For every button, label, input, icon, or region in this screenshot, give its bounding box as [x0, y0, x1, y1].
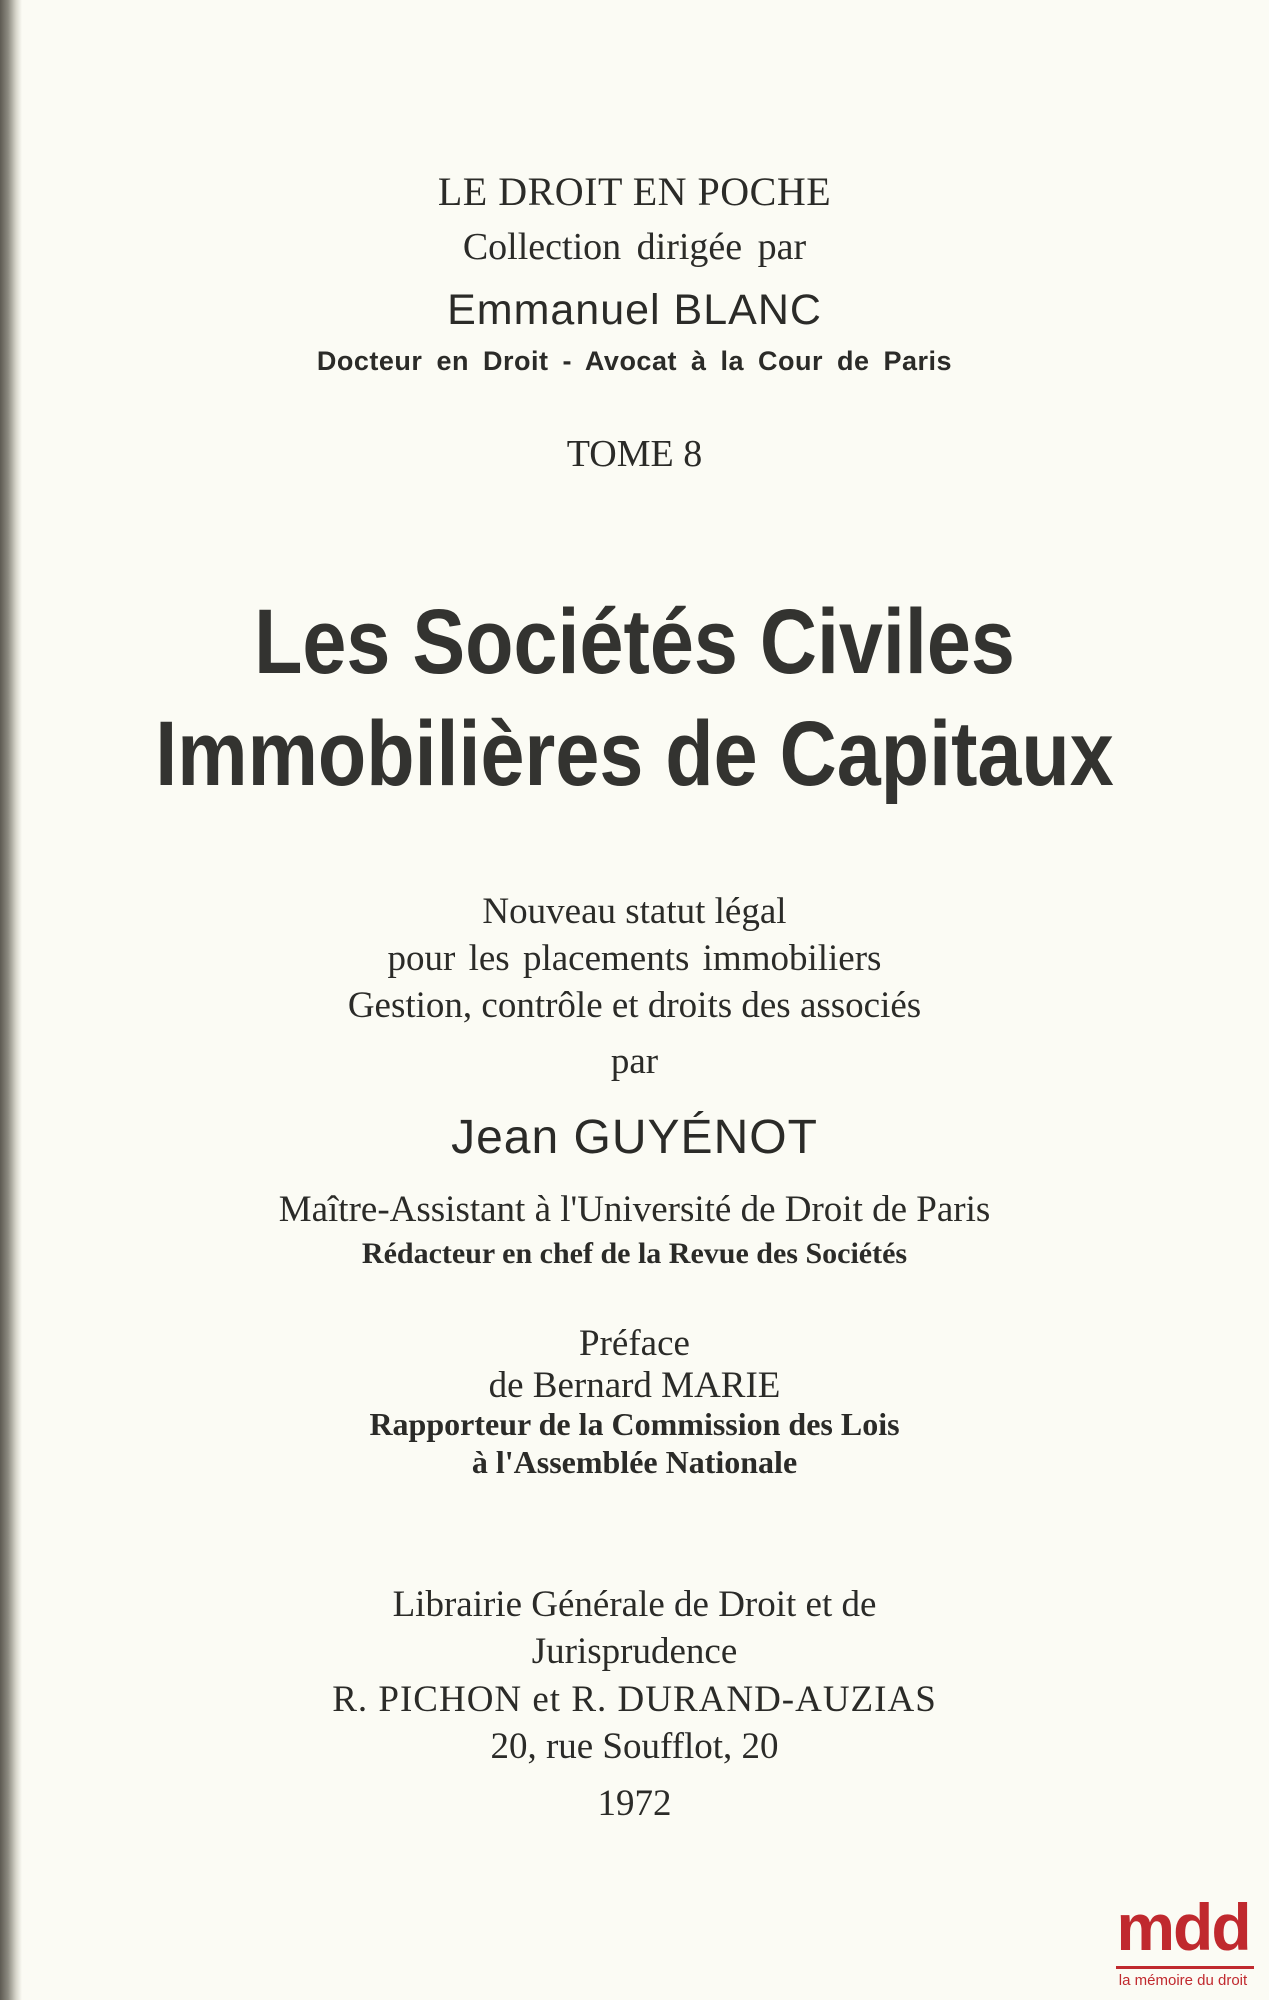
by-line: par — [610, 1041, 659, 1082]
logo-tagline: la mémoire du droit — [1118, 1972, 1248, 1989]
collection-line: Collection dirigée par — [462, 226, 807, 268]
subtitle-line-2: pour les placements immobiliers — [387, 938, 882, 979]
mdd-logo-mark: mdd — [1116, 1890, 1250, 1964]
author-title-1: Maître-Assistant à l'Université de Droit de Paris — [278, 1189, 991, 1230]
publication-year: 1972 — [597, 1783, 672, 1824]
editor-title: Docteur en Droit - Avocat à la Cour de Paris — [316, 346, 953, 376]
author-title-2: Rédacteur en chef de la Revue des Sociétés — [361, 1237, 908, 1270]
preface-author-title-1: Rapporteur de la Commission des Lois — [369, 1406, 900, 1442]
author-name: Jean GUYÉNOT — [451, 1111, 818, 1164]
mdd-watermark-logo — [1108, 1890, 1258, 1994]
publisher-address: 20, rue Soufflot, 20 — [490, 1726, 779, 1767]
publisher-line-1: Librairie Générale de Droit et de — [392, 1584, 877, 1625]
series-name: LE DROIT EN POCHE — [437, 169, 832, 214]
book-title-line-2: Immobilières de Capitaux — [155, 703, 1114, 805]
publisher-line-2: Jurisprudence — [531, 1631, 738, 1672]
logo-underline — [1116, 1966, 1254, 1969]
volume-number: TOME 8 — [566, 433, 703, 475]
editor-name: Emmanuel BLANC — [447, 286, 822, 334]
subtitle-line-1: Nouveau statut légal — [482, 891, 787, 932]
subtitle-line-3: Gestion, contrôle et droits des associés — [347, 985, 922, 1026]
preface-label: Préface — [579, 1323, 690, 1364]
book-title-line-1: Les Sociétés Civiles — [254, 591, 1015, 693]
preface-author: de Bernard MARIE — [488, 1365, 781, 1406]
preface-author-title-2: à l'Assemblée Nationale — [471, 1444, 798, 1480]
publisher-line-3: R. PICHON et R. DURAND-AUZIAS — [332, 1679, 937, 1720]
